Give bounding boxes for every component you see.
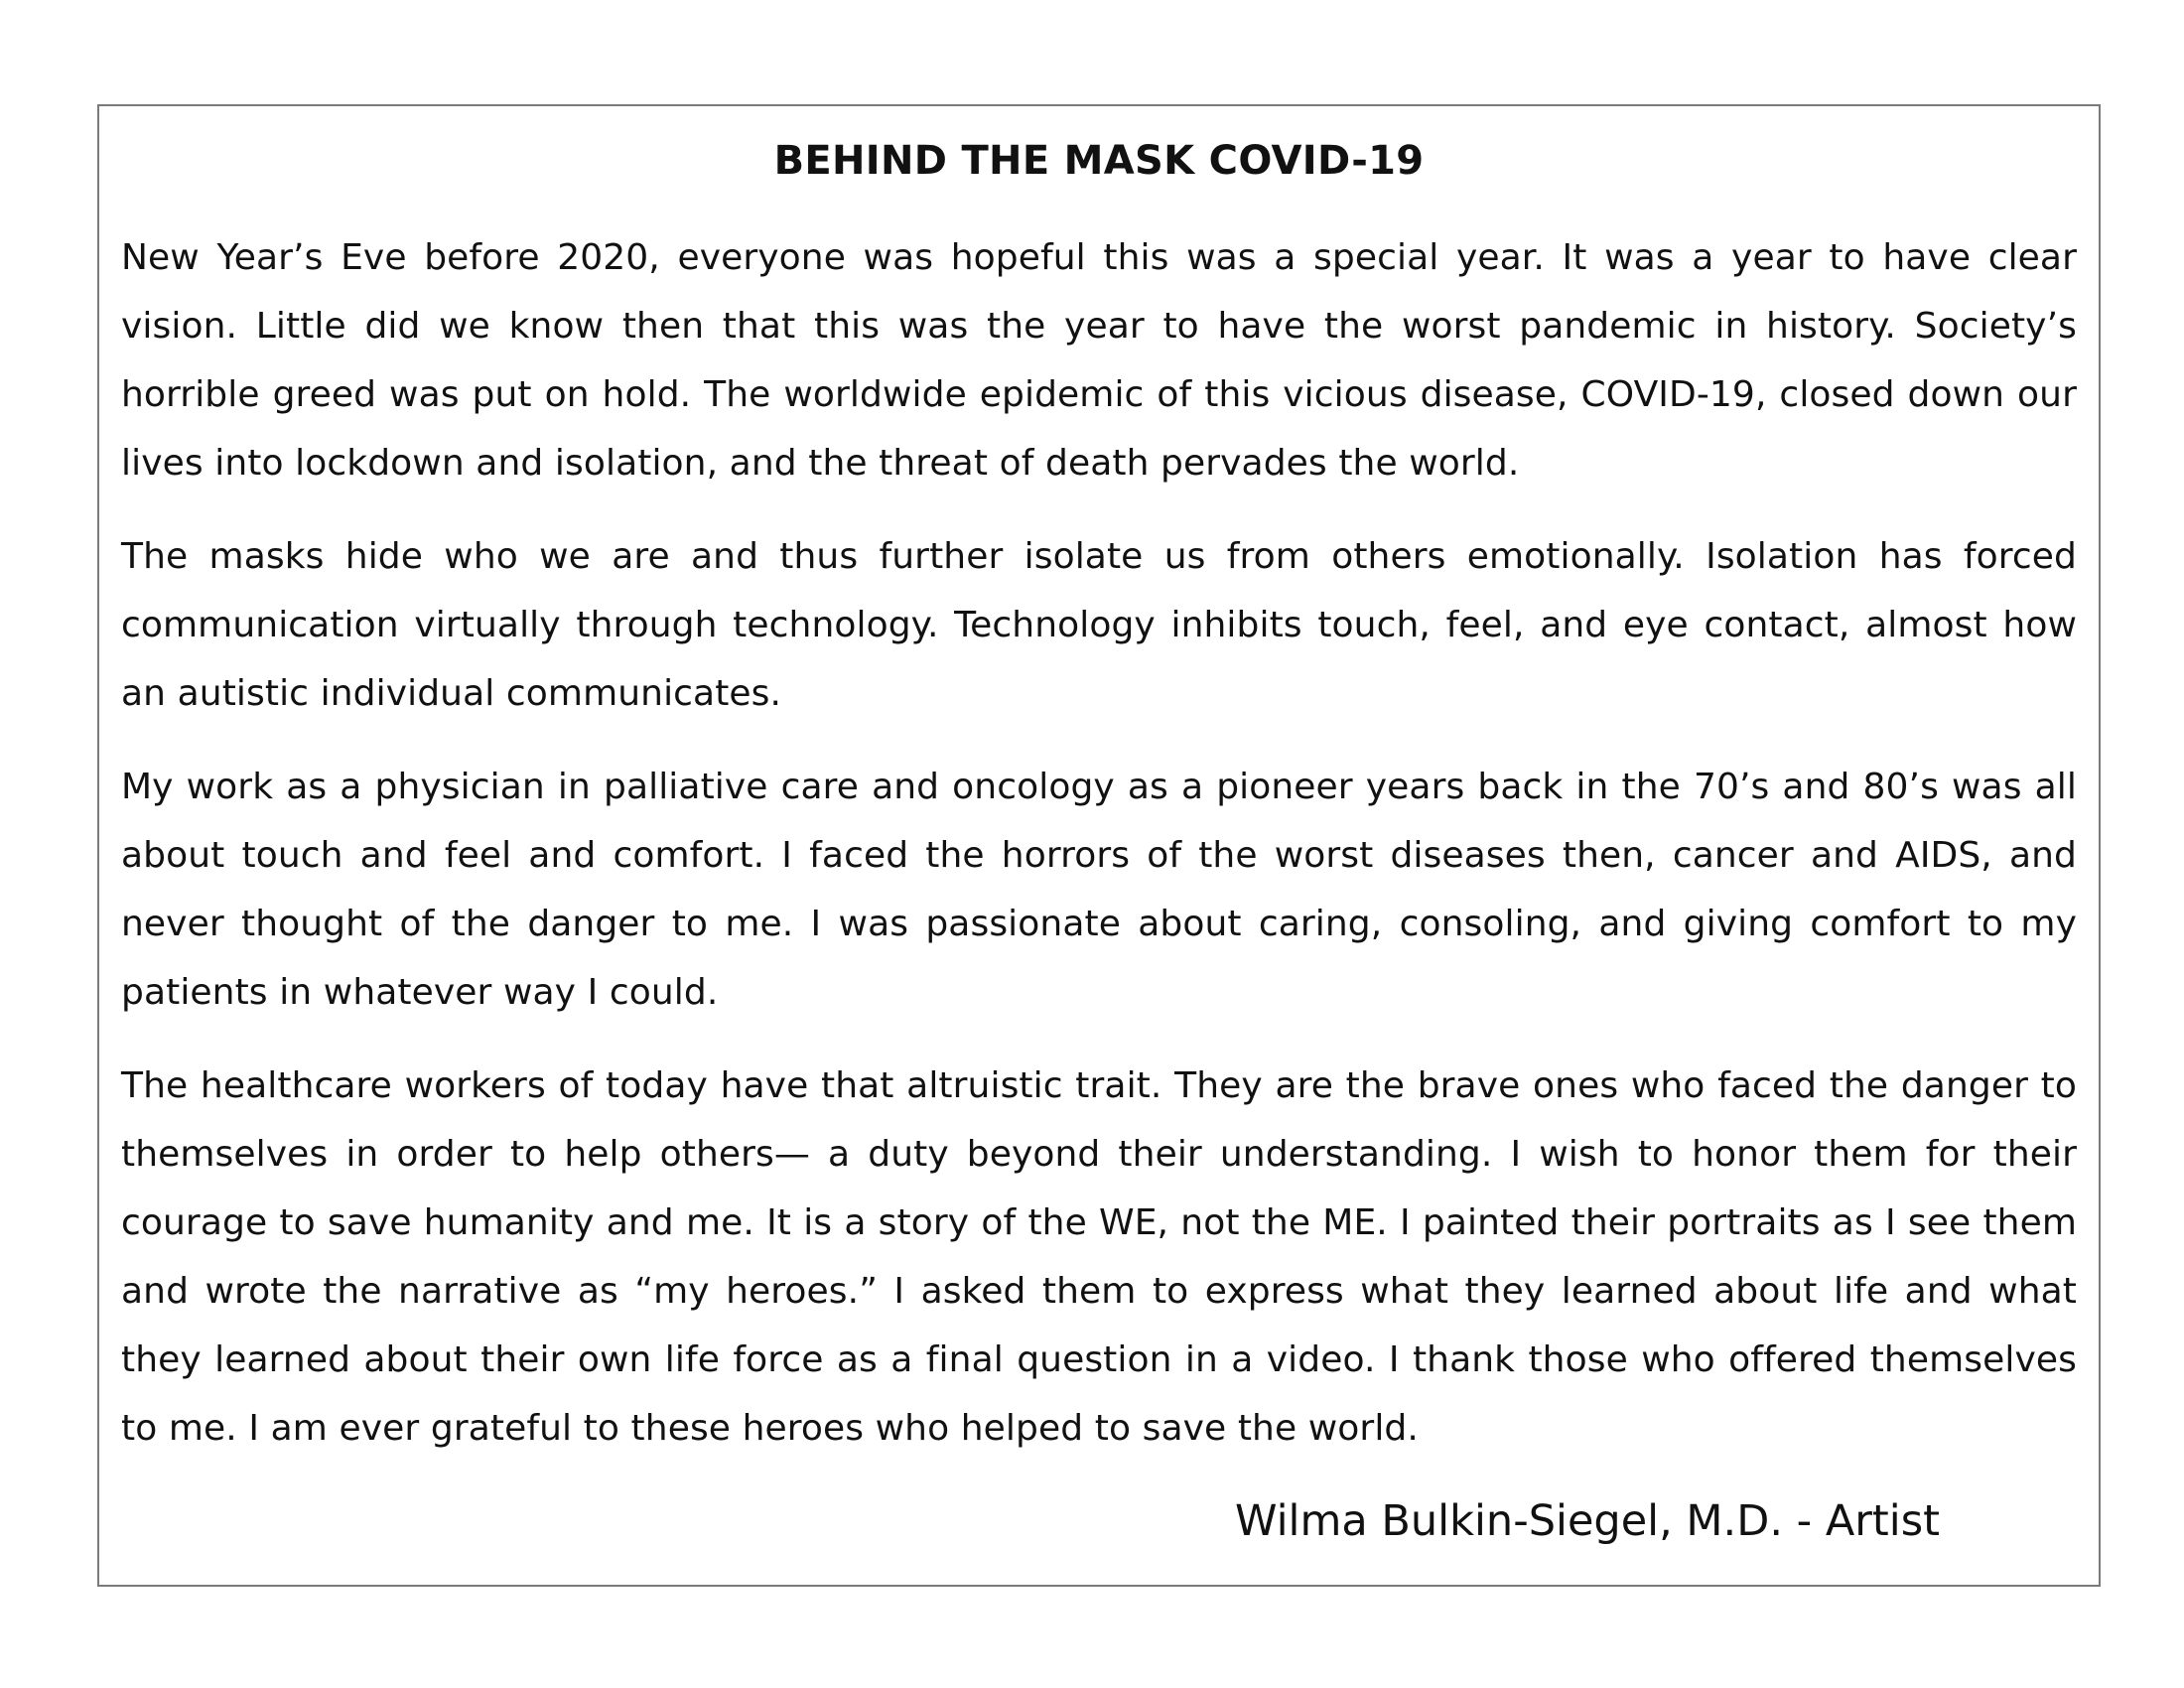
paragraph-3: My work as a physician in palliative care and oncology as a pioneer years back in the 70’s and 80’s was all about touch and feel and comfort. I faced the horrors of the worst diseases then, cancer and AIDS, and never thought of the danger to me. I was passionate about caring, consoling, and giving comfort to my patients in whatever way I could. <box>121 767 2077 1013</box>
document-body <box>121 223 2077 1487</box>
paragraph-4: The healthcare workers of today have that altruistic trait. They are the brave ones who faced the danger to themselves in order to help others— a duty beyond their understanding. I wish to honor them for their courage to save humanity and me. It is a story of the WE, not the ME. I painted their portraits as I see them and wrote the narrative as “my heroes.” I asked them to express what they learned about life and what they learned about their own life force as a final question in a video. I thank those who offered themselves to me. I am ever grateful to these heroes who helped to save the world. <box>121 1065 2077 1449</box>
paragraph-2: The masks hide who we are and thus further isolate us from others emotionally. Isolation has forced communication virtually through technology. Technology inhibits touch, feel, and eye contact, almost how an autistic individual communicates. <box>121 536 2077 714</box>
paragraph-1: New Year’s Eve before 2020, everyone was hopeful this was a special year. It was a year to have clear vision. Little did we know then that this was the year to have the worst pandemic in history. Society’s horrible greed was put on hold. The worldwide epidemic of this vicious disease, COVID-19, closed down our lives into lockdown and isolation, and the threat of death pervades the world. <box>121 237 2077 484</box>
document-frame <box>97 104 2101 1587</box>
document-title: BEHIND THE MASK COVID-19 <box>773 138 1425 184</box>
author-signature: Wilma Bulkin-Siegel, M.D. - Artist <box>1235 1496 1940 1546</box>
